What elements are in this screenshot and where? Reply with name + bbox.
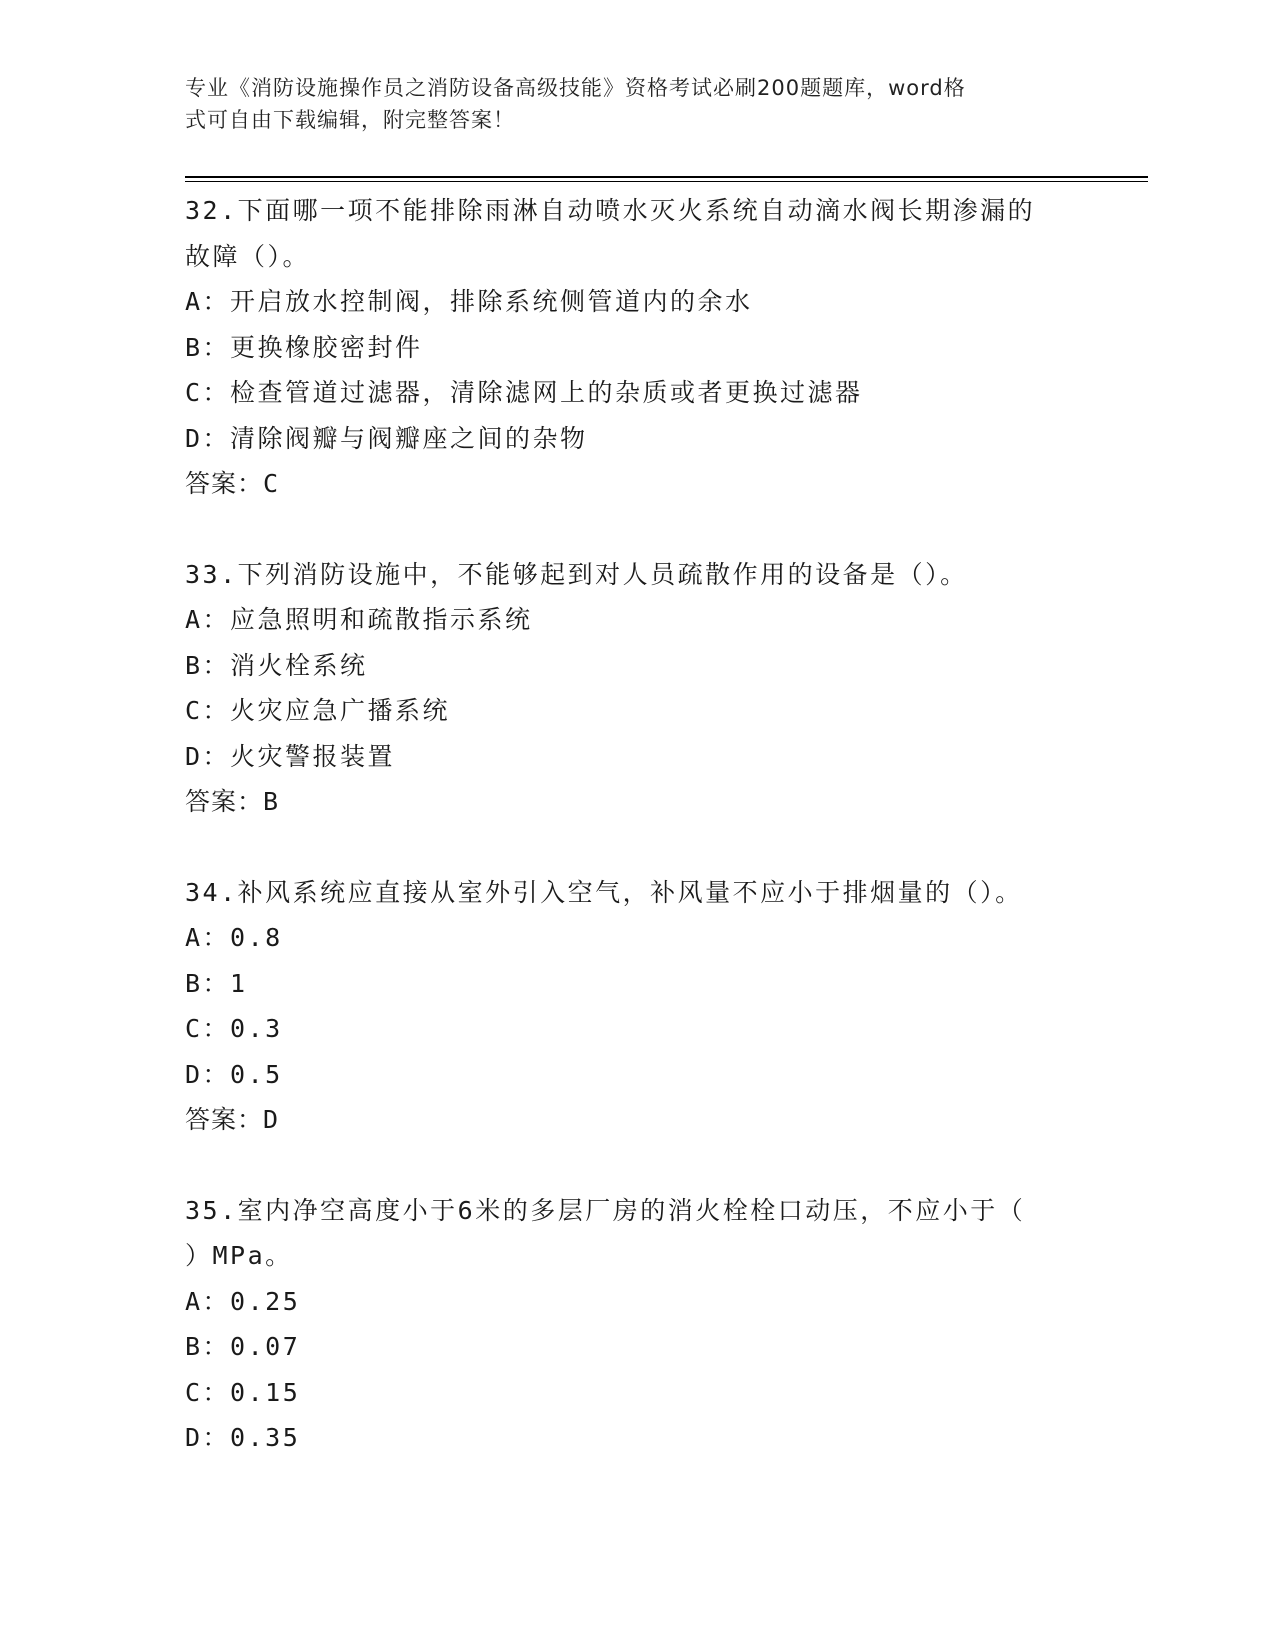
option-c: C：火灾应急广播系统 [185, 696, 451, 725]
question-list [185, 188, 1085, 1506]
header-line-2: 式可自由下载编辑，附完整答案！ [185, 108, 515, 132]
option-a: A：应急照明和疏散指示系统 [185, 605, 533, 634]
answer-line [185, 779, 1085, 825]
question-stem: 34.补风系统应直接从室外引入空气，补风量不应小于排烟量的（）。 [185, 877, 1023, 907]
question-35 [185, 1188, 1085, 1461]
option-b: B：消火栓系统 [185, 650, 368, 680]
option-a: A：0.25 [185, 1286, 301, 1316]
question-33 [185, 552, 1085, 825]
answer-line [185, 461, 1085, 507]
question-stem-continued: 故障（）。 [185, 241, 311, 271]
option-d: D：火灾警报装置 [185, 741, 396, 771]
answer-label: 答案： [185, 1105, 264, 1134]
answer-line [185, 1097, 1085, 1143]
question-stem: 32.下面哪一项不能排除雨淋自动喷水灭火系统自动滴水阀长期渗漏的 [185, 196, 1036, 225]
question-stem-continued: ）MPa。 [185, 1241, 293, 1270]
answer-label: 答案： [185, 787, 264, 816]
answer-value: D [263, 1105, 280, 1134]
option-d: D：清除阀瓣与阀瓣座之间的杂物 [185, 423, 588, 453]
option-d: D：0.5 [185, 1059, 283, 1089]
option-a: A：开启放水控制阀，排除系统侧管道内的余水 [185, 287, 753, 316]
option-c: C：检查管道过滤器，清除滤网上的杂质或者更换过滤器 [185, 378, 863, 407]
option-b: B：0.07 [185, 1332, 301, 1361]
question-stem: 35.室内净空高度小于6米的多层厂房的消火栓栓口动压，不应小于（ [185, 1195, 1026, 1225]
header-divider-thick [185, 176, 1148, 178]
header-divider-thin [185, 181, 1148, 182]
answer-value: C [263, 469, 280, 498]
option-b: B：更换橡胶密封件 [185, 332, 423, 362]
option-a: A：0.8 [185, 923, 283, 952]
document-header [185, 72, 1065, 136]
option-d: D：0.35 [185, 1423, 301, 1452]
answer-value: B [263, 787, 280, 816]
option-b: B：1 [185, 968, 248, 998]
option-c: C：0.15 [185, 1377, 301, 1407]
question-32 [185, 188, 1085, 507]
question-stem: 33.下列消防设施中，不能够起到对人员疏散作用的设备是（）。 [185, 559, 968, 589]
answer-label: 答案： [185, 469, 264, 498]
question-34 [185, 870, 1085, 1143]
option-c: C：0.3 [185, 1014, 283, 1043]
header-line-1: 专业《消防设施操作员之消防设备高级技能》资格考试必刷200题题库，word格 [185, 76, 966, 100]
